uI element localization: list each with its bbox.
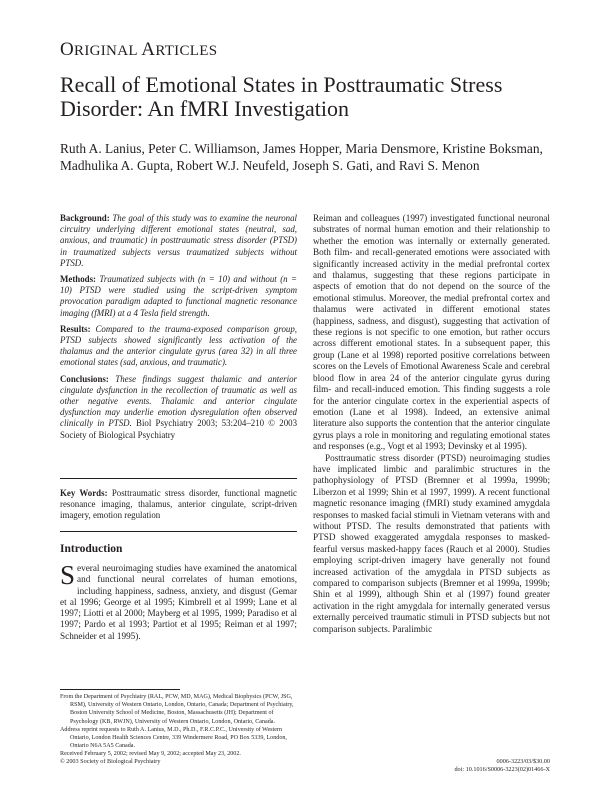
- citation: Biol Psychiatry 2003; 53:204–210 © 2003 Society of Biological Psychiatry: [60, 418, 298, 440]
- background-text: The goal of this study was to examine the neuronal circuitry underlying different emotional states (neutral, sad, anxious, and traumatic) in posttraumatic stress disorder (PTSD) in traumatized subjects versus traumatized subjects without PTSD.: [60, 213, 297, 268]
- keywords-label: Key Words:: [60, 488, 108, 498]
- results-label: Results:: [60, 323, 91, 334]
- introduction-paragraph: [60, 560, 297, 642]
- keywords-text: Posttraumatic stress disorder, functional magnetic resonance imaging, thalamus, anterior cingulate, script-driven imagery, emotion regulation: [60, 488, 297, 521]
- footnote-reprints: Address reprint requests to Ruth A. Lanius, M.D., Ph.D., F.R.C.P.C., University of Western Ontario, London Health Sciences Centre, 339 Windermere Road, PO Box 5339, London, Ontario N6A 5A5 Canada.: [60, 726, 287, 750]
- right-column: [313, 213, 550, 635]
- abstract-conclusions: [60, 374, 297, 441]
- background-label: Background:: [60, 213, 110, 223]
- footnotes: [60, 693, 297, 759]
- footer-issn: 0006-3223/03/$30.00: [496, 758, 550, 765]
- methods-label: Methods:: [60, 274, 96, 285]
- body-paragraph: Posttraumatic stress disorder (PTSD) neuroimaging studies have implicated limbic and paralimbic structures in the pathophysiology of PTSD (Bremner et al 1999a, 1999b; Liberzon et al 1999; Shin et al 1997, 1999). A recent functional magnetic resonance imaging (fMRI) study examined amygdala responses to masked facial stimuli in Vietnam veterans with and without PTSD. The results demonstrated that patients with PTSD showed exaggerated amygdala responses to masked-fearful versus masked-happy faces (Rauch et al 2000). Studies employing script-driven imagery have generally not found increased activation of the amygdala in PTSD subjects as compared to comparison subjects (Bremner et al 1999a, 1999b; Shin et al 1999), although Shin et al (1997) found greater activation in the right amygdala for internally generated versus externally perceived traumatic stimuli in PTSD subjects but not comparison subjects. Paralimbic: [313, 452, 550, 634]
- author-list: Ruth A. Lanius, Peter C. Williamson, James Hopper, Maria Densmore, Kristine Boksman, Madhulika A. Gupta, Robert W.J. Neufeld, Joseph S. Gati, and Ravi S. Menon: [60, 141, 543, 173]
- introduction-heading: Introduction: [60, 543, 123, 555]
- footer-copyright: © 2003 Society of Biological Psychiatry: [60, 758, 161, 765]
- abstract-results: [60, 324, 297, 369]
- footer-doi: doi: 10.1016/S0006-3223(02)01466-X: [454, 766, 550, 773]
- abstract: [60, 213, 297, 446]
- results-text: Compared to the trauma-exposed comparison group, PTSD subjects showed significantly less activation of the thalamus and the anterior cingulate gyrus (area 32) in all three emotional states (sad, anxious, and traumatic).: [60, 323, 297, 368]
- article-title: Recall of Emotional States in Posttraumatic Stress Disorder: An fMRI Investigation: [60, 72, 503, 121]
- section-header-initial-a: A: [141, 39, 156, 60]
- abstract-divider: [60, 478, 297, 479]
- section-header-part-2: RTICLES: [155, 43, 218, 59]
- conclusions-text: These findings suggest thalamic and anterior cingulate dysfunction in the recollection of traumatic as well as other negative events. Thalamic and anterior cingulate dysfunction may underlie emotion dysregulation often observed clinically in PTSD.: [60, 373, 297, 429]
- footnote-received: Received February 5, 2002; revised May 9, 2002; accepted May 23, 2002.: [60, 751, 241, 758]
- footer-ids: [430, 758, 550, 774]
- abstract-methods: [60, 274, 297, 319]
- conclusions-label: Conclusions:: [60, 373, 109, 384]
- introduction-text: everal neuroimaging studies have examined the anatomical and functional neural correlates of human emotions, including happiness, sadness, anxiety, and disgust (Gemar et al 1996; George et al 1995; Kimbrell et al 1999; Lane et al 1997; Liotti et al 2000; Mayberg et al 1995, 1999; Paradiso et al 1997; Pardo et al 1993; Partiot et al 1995; Reiman et al 1997; Schneider et al 1995).: [60, 563, 297, 641]
- drop-cap: S: [60, 560, 76, 590]
- section-header-part-1: RIGINAL: [74, 43, 142, 59]
- section-header: [60, 39, 217, 61]
- section-header-initial-o: O: [60, 39, 75, 60]
- footnote-affiliations: From the Department of Psychiatry (RAL, PCW, MD, MAG), Medical Biophysics (PCW, JSG, RSM), University of Western Ontario, London, Ontario, Canada; Department of Psychiatry, Boston University School of Medicine, Boston, Massachusetts (JH); Department of Psychology (KB, RWJN), University of Western Ontario, London, Ontario, Canada.: [60, 694, 294, 725]
- keywords: [60, 488, 297, 522]
- methods-text: Traumatized subjects with (n = 10) and without (n = 10) PTSD were studied using the script-driven symptom provocation paradigm adapted to functional magnetic resonance imaging (fMRI) at a 4 Tesla field strength.: [60, 274, 297, 318]
- abstract-background: [60, 213, 297, 269]
- keywords-divider: [60, 531, 297, 532]
- footnote-divider: [60, 689, 180, 690]
- body-paragraph: Reiman and colleagues (1997) investigated functional neuronal substrates of normal human emotion and their relationship to whether the emotion was internally or externally generated. Both film- and recall-generated emotions were associated with significantly increased activity in the medial prefrontal cortex and thalamus, suggesting that these regions participate in aspects of emotion that do not depend on the source of the emotional stimulus. Moreover, the medial prefrontal cortex and thalamus were activated in different emotional states (happiness, sadness, and disgust), suggesting that activation of these regions is not specific to one emotion, but rather occurs across different emotional states. In a subsequent paper, this group (Lane et al 1998) reported positive correlations between scores on the Levels of Emotional Awareness Scale and cerebral blood flow in area 24 of the anterior cingulate gyrus during film- and recall-induced emotion. This finding suggests a role for the anterior cingulate cortex in the experiential aspects of emotion (Lane et al 1998). Indeed, an extensive animal literature also supports the contention that the anterior cingulate gyrus plays a role in monitoring and regulating emotional states and responses (e.g., Vogt et al 1993; Devinsky et al 1995).: [313, 213, 550, 452]
